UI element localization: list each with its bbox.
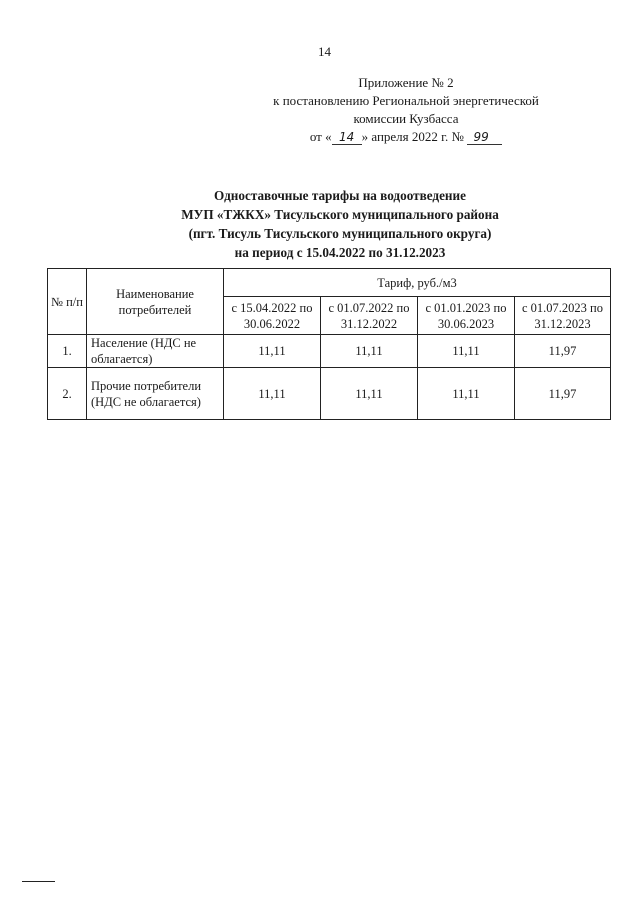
handwritten-day: 14: [332, 131, 362, 145]
header-period: с 01.01.2023 по 30.06.2023: [418, 297, 515, 335]
appendix-line-1: Приложение № 2: [358, 75, 454, 90]
table-header-row: [48, 269, 611, 297]
tariff-value: 11,11: [224, 368, 321, 420]
tariff-value: 11,97: [515, 368, 611, 420]
tariff-table: [47, 268, 611, 420]
header-tariff: Тариф, руб./м3: [224, 269, 611, 297]
date-prefix: от «: [309, 129, 332, 144]
title-line-3: (пгт. Тисуль Тисульского муниципального округа): [188, 226, 492, 241]
page-number: 14: [318, 44, 331, 59]
footer-divider: [22, 881, 55, 882]
document-title: [60, 186, 620, 262]
table-row: [48, 368, 611, 420]
date-middle: » апреля 2022 г. №: [361, 129, 464, 144]
tariff-value: 11,11: [224, 335, 321, 368]
table-row: [48, 335, 611, 368]
header-period: с 15.04.2022 по 30.06.2022: [224, 297, 321, 335]
header-period: с 01.07.2023 по 31.12.2023: [515, 297, 611, 335]
header-period: с 01.07.2022 по 31.12.2022: [321, 297, 418, 335]
handwritten-doc-number: 99: [467, 131, 502, 145]
row-num: 2.: [48, 368, 87, 420]
header-num: № п/п: [48, 269, 87, 335]
tariff-value: 11,11: [321, 368, 418, 420]
title-line-4: на период с 15.04.2022 по 31.12.2023: [234, 245, 446, 260]
tariff-value: 11,11: [418, 368, 515, 420]
tariff-value: 11,97: [515, 335, 611, 368]
appendix-line-2: к постановлению Региональной энергетической: [273, 93, 539, 108]
header-name: Наименование потребителей: [87, 269, 224, 335]
title-line-1: Одноставочные тарифы на водоотведение: [214, 188, 466, 203]
row-name: Прочие потребители (НДС не облагается): [87, 368, 224, 420]
row-num: 1.: [48, 335, 87, 368]
tariff-value: 11,11: [418, 335, 515, 368]
tariff-value: 11,11: [321, 335, 418, 368]
appendix-date-line: [240, 128, 572, 146]
appendix-block: [240, 74, 572, 146]
row-name: Население (НДС не облагается): [87, 335, 224, 368]
title-line-2: МУП «ТЖКХ» Тисульского муниципального района: [181, 207, 499, 222]
appendix-line-3: комиссии Кузбасса: [353, 111, 459, 126]
